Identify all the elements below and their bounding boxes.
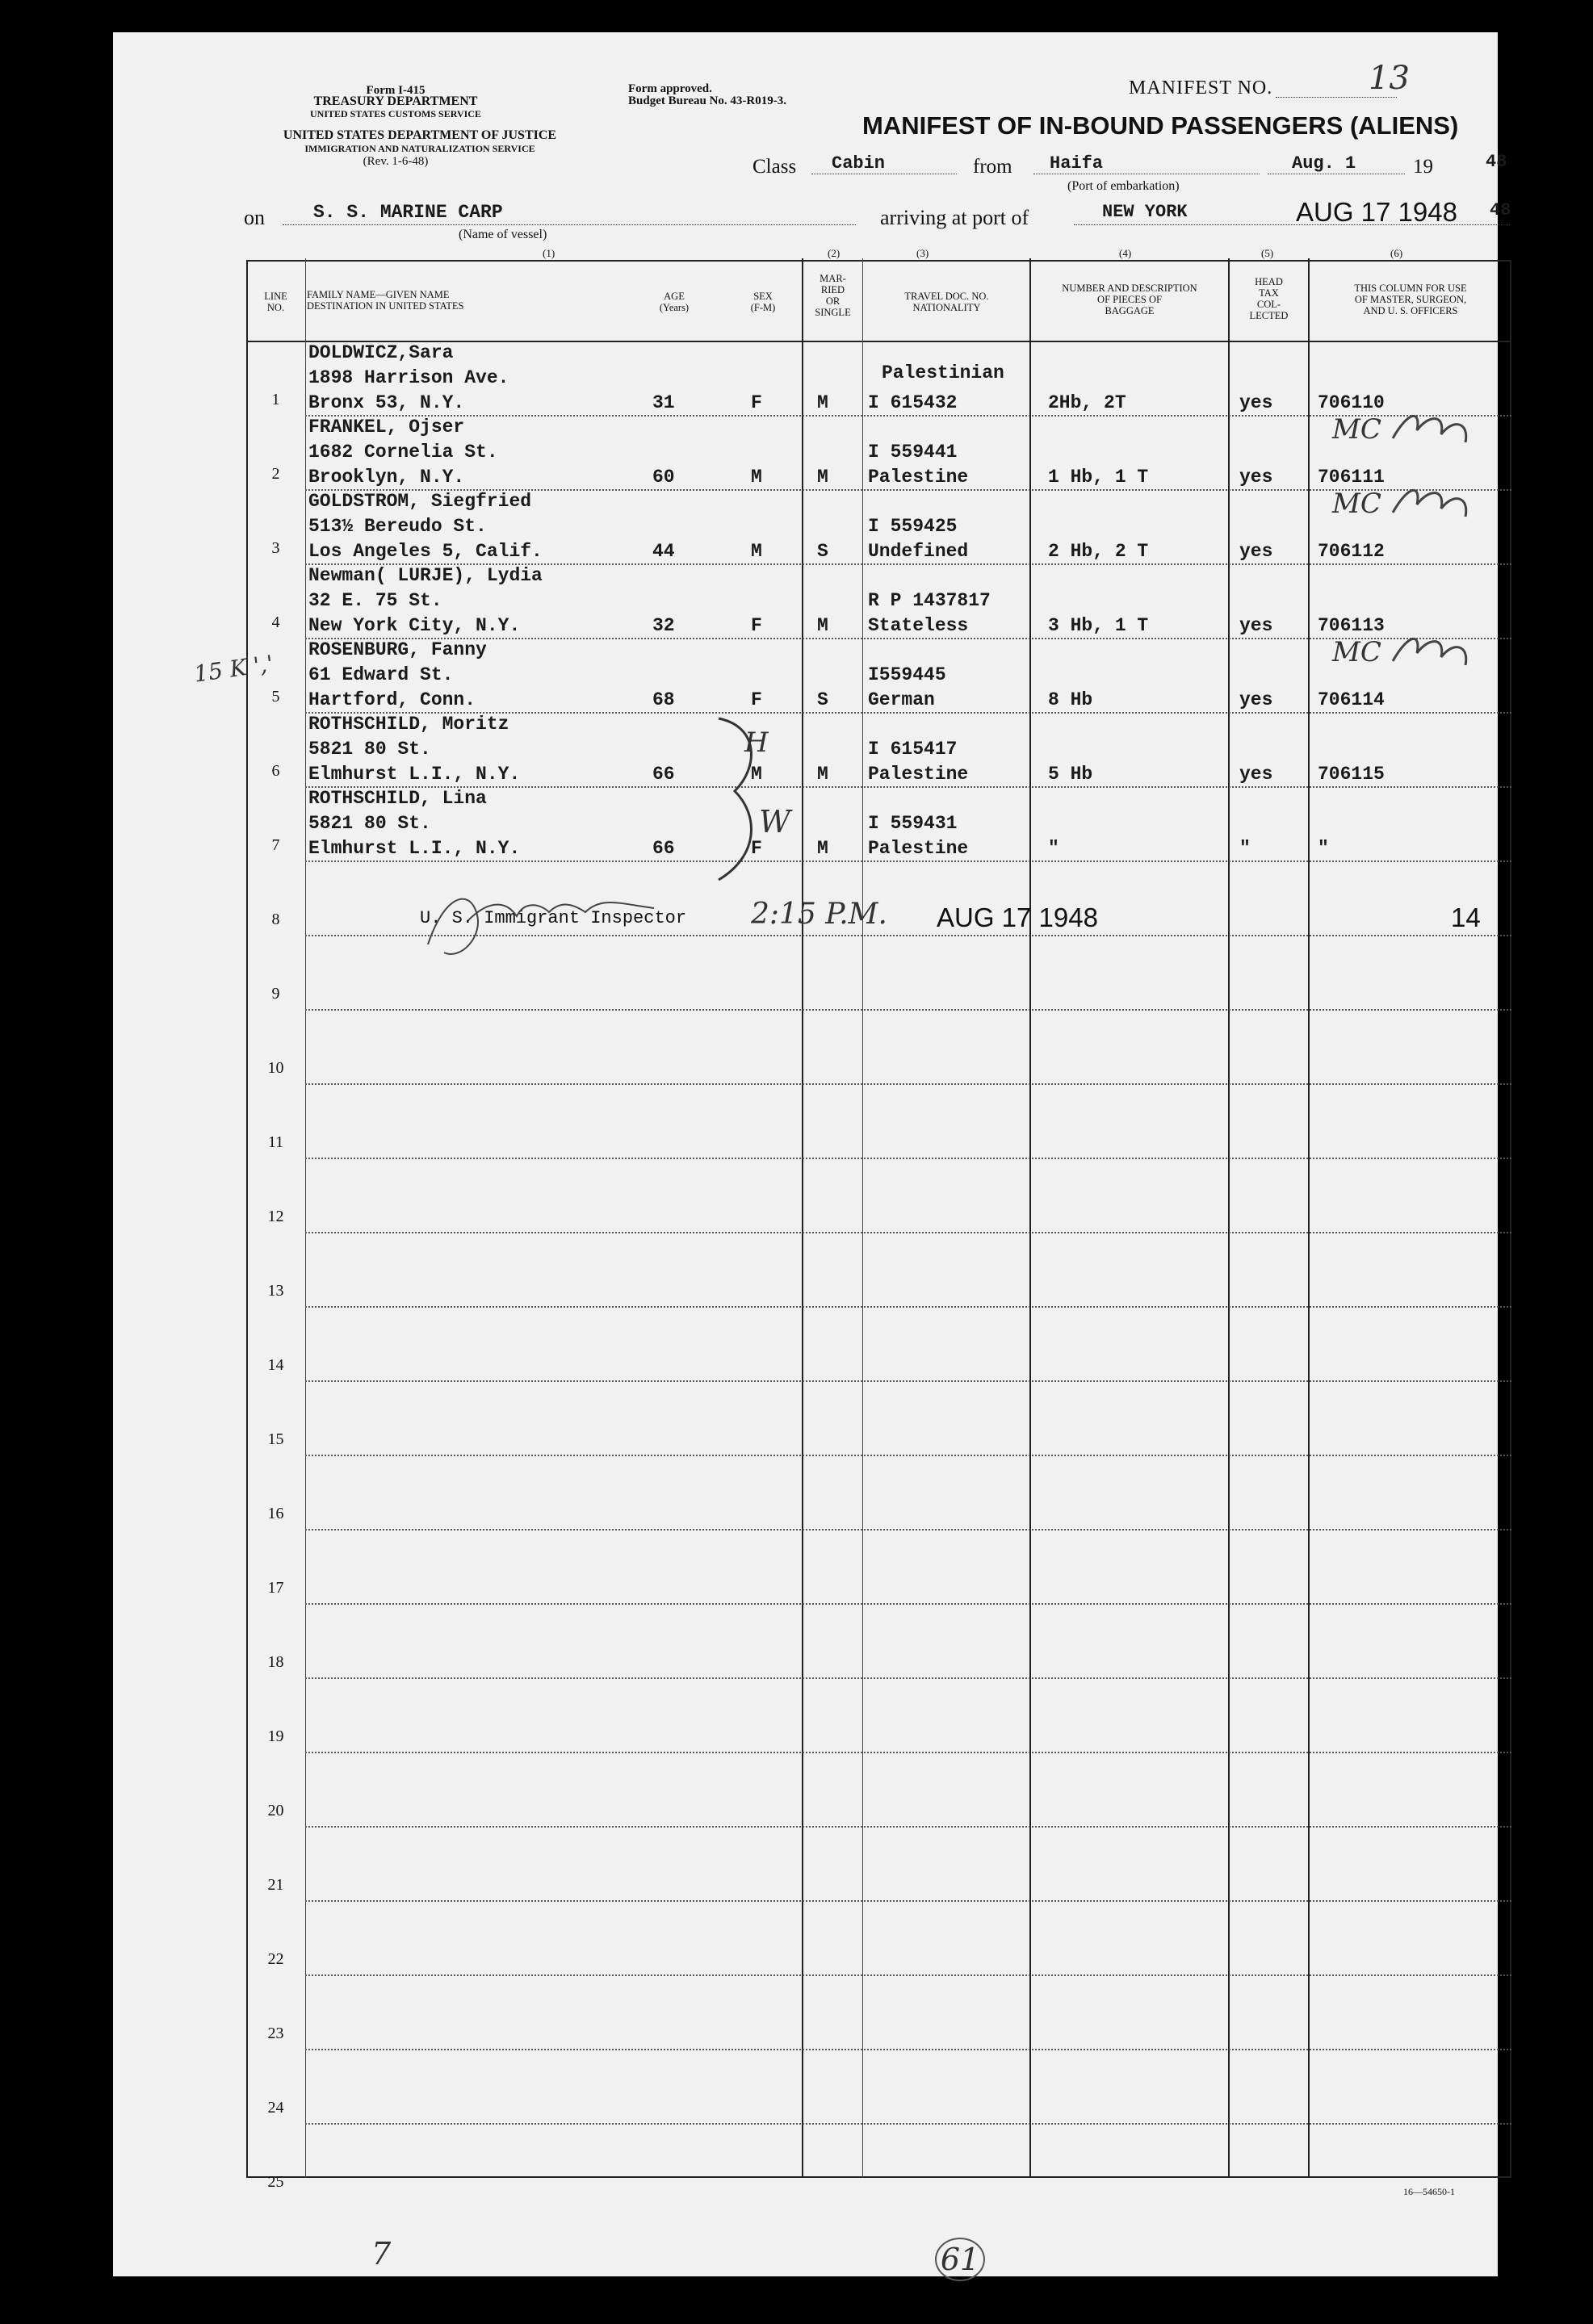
officer-note: MC	[1332, 488, 1381, 520]
line-number: 4	[271, 613, 280, 631]
arrival-stamp: AUG 17 1948	[1296, 197, 1457, 227]
arrival-year: 48	[1490, 200, 1511, 220]
revision: (Rev. 1-6-48)	[363, 155, 429, 168]
page-number: 61	[935, 2238, 985, 2281]
line-number: 9	[271, 985, 280, 1003]
row-line	[305, 1974, 1511, 1976]
passenger-nationality: Undefined	[868, 541, 969, 562]
class-value: Cabin	[832, 153, 886, 174]
passenger-name: GOLDSTROM, Siegfried	[308, 491, 532, 512]
year-prefix: 19	[1413, 156, 1433, 178]
col-divider	[802, 258, 803, 2178]
officer-number: 706113	[1318, 615, 1385, 636]
ins-service: IMMIGRATION AND NATURALIZATION SERVICE	[304, 143, 535, 154]
arrival-date: Aug. 1	[1292, 153, 1356, 174]
passenger-name: ROTHSCHILD, Lina	[308, 788, 487, 809]
passenger-travel-doc: I 559431	[868, 813, 958, 834]
manifest-label: MANIFEST NO.	[1129, 77, 1273, 98]
passenger-baggage: 8 Hb	[1048, 689, 1093, 710]
head-tax: "	[1239, 838, 1251, 859]
passenger-nationality: Palestine	[868, 764, 969, 785]
passenger-address: 5821 80 St.	[308, 739, 431, 760]
passenger-baggage: "	[1048, 838, 1059, 859]
passenger-city: Los Angeles 5, Calif.	[308, 541, 543, 562]
passenger-name: ROSENBURG, Fanny	[308, 639, 487, 660]
passenger-name: FRANKEL, Ojser	[308, 417, 465, 438]
passenger-sex: F	[751, 392, 762, 413]
col-num-3: (3)	[916, 247, 929, 259]
justice-dept: UNITED STATES DEPARTMENT OF JUSTICE	[283, 128, 557, 142]
passenger-travel-doc: I 559441	[868, 442, 958, 463]
passenger-marital: M	[817, 838, 828, 859]
col-num-4: (4)	[1119, 247, 1132, 259]
line-number: 11	[267, 1133, 284, 1151]
passenger-address: 513½ Bereudo St.	[308, 516, 487, 537]
col-married: MAR- RIED OR SINGLE	[815, 273, 851, 318]
passenger-address: 32 E. 75 St.	[308, 590, 442, 611]
passenger-age: 68	[652, 689, 675, 710]
row-line	[305, 2049, 1511, 2050]
passenger-age: 32	[652, 615, 675, 636]
passenger-city: New York City, N.Y.	[308, 615, 521, 636]
passenger-city: Elmhurst L.I., N.Y.	[308, 838, 521, 859]
passenger-nationality: German	[868, 689, 935, 710]
col-divider	[862, 258, 863, 2178]
officer-note: MC	[1332, 636, 1381, 668]
row-line	[305, 1232, 1511, 1233]
form-approved: Form approved.	[628, 82, 712, 95]
col-head-tax: HEAD TAX COL- LECTED	[1249, 276, 1289, 321]
row-line	[305, 1603, 1511, 1605]
passenger-age: 60	[652, 467, 675, 488]
port-embark-caption: (Port of embarkation)	[1067, 179, 1180, 193]
line-number: 5	[271, 688, 280, 706]
passenger-city: Brooklyn, N.Y.	[308, 467, 465, 488]
officer-number: 706111	[1318, 467, 1385, 488]
passenger-count: 14	[1451, 902, 1481, 932]
passenger-address: 5821 80 St.	[308, 813, 431, 834]
manifest-number: 13	[1369, 60, 1410, 97]
row-line	[305, 1455, 1511, 1456]
passenger-city: Hartford, Conn.	[308, 689, 476, 710]
col-num-5: (5)	[1261, 247, 1274, 259]
passenger-nationality: Palestine	[868, 838, 969, 859]
passenger-marital: M	[817, 764, 828, 785]
manifest-no-line	[1276, 97, 1397, 98]
line-number: 14	[267, 1356, 284, 1374]
inspector-label: U. S. Immigrant Inspector	[420, 908, 687, 928]
officer-initials-scribble	[1389, 629, 1478, 677]
officer-note: MC	[1332, 413, 1381, 446]
inspection-time: 2:15 P.M.	[751, 898, 887, 931]
passenger-nationality: Stateless	[868, 615, 969, 636]
passenger-travel-doc: I 615432	[868, 392, 958, 413]
footer-mark: 7	[371, 2236, 392, 2272]
col-num-6: (6)	[1390, 247, 1403, 259]
row-line	[305, 1009, 1511, 1011]
passenger-nationality: Palestinian	[882, 362, 1004, 383]
line-number: 6	[271, 762, 280, 780]
passenger-age: 44	[652, 541, 675, 562]
passenger-marital: M	[817, 615, 828, 636]
officer-number: "	[1318, 838, 1329, 859]
arriving-label: arriving at port of	[880, 206, 1029, 229]
year-value: 48	[1486, 152, 1507, 172]
col-age: AGE (Years)	[659, 291, 690, 313]
line-number: 22	[267, 1950, 284, 1968]
row-line	[305, 861, 1511, 862]
passenger-city: Elmhurst L.I., N.Y.	[308, 764, 521, 785]
budget-bureau: Budget Bureau No. 43-R019-3.	[628, 94, 786, 107]
row-line	[305, 1752, 1511, 1753]
row-line	[305, 1306, 1511, 1308]
head-tax: yes	[1239, 467, 1273, 488]
line-number: 24	[267, 2099, 284, 2117]
passenger-nationality: Palestine	[868, 467, 969, 488]
passenger-marital: S	[817, 541, 828, 562]
officer-initials-scribble	[1389, 480, 1478, 529]
passenger-marital: M	[817, 467, 828, 488]
officer-number: 706114	[1318, 689, 1385, 710]
line-number: 1	[271, 391, 280, 408]
row-line	[305, 415, 1511, 417]
col-divider	[1029, 258, 1031, 2178]
passenger-travel-doc: R P 1437817	[868, 590, 991, 611]
passenger-sex: F	[751, 615, 762, 636]
passenger-baggage: 2Hb, 2T	[1048, 392, 1126, 413]
line-number: 19	[267, 1727, 284, 1745]
passenger-baggage: 5 Hb	[1048, 764, 1093, 785]
line-number: 13	[267, 1282, 284, 1300]
line-number: 16	[267, 1505, 284, 1522]
passenger-travel-doc: I 615417	[868, 739, 958, 760]
passenger-sex: M	[751, 764, 762, 785]
line-number: 23	[267, 2025, 284, 2042]
passenger-sex: M	[751, 541, 762, 562]
passenger-baggage: 1 Hb, 1 T	[1048, 467, 1149, 488]
inspection-stamp: AUG 17 1948	[937, 902, 1098, 932]
line-number: 15	[267, 1430, 284, 1448]
col-name: FAMILY NAME—GIVEN NAME DESTINATION IN UNITED STATES	[307, 289, 464, 312]
passenger-address: 61 Edward St.	[308, 664, 454, 685]
col-divider	[1308, 258, 1310, 2178]
passenger-age: 31	[652, 392, 675, 413]
passenger-name: Newman( LURJE), Lydia	[308, 565, 543, 586]
passenger-address: 1682 Cornelia St.	[308, 442, 498, 463]
officer-number: 706112	[1318, 541, 1385, 562]
passenger-sex: F	[751, 689, 762, 710]
vessel-caption: (Name of vessel)	[459, 228, 547, 241]
row-line	[305, 1529, 1511, 1530]
col-baggage: NUMBER AND DESCRIPTION OF PIECES OF BAGGAGE	[1062, 283, 1197, 316]
row-line	[305, 1380, 1511, 1382]
line-number: 8	[271, 911, 280, 928]
line-number: 7	[271, 836, 280, 854]
line-number: 10	[267, 1059, 284, 1077]
inspector-signature	[412, 880, 678, 969]
margin-note: 15 K ','	[192, 650, 275, 688]
row-line	[305, 1900, 1511, 1902]
row-line	[305, 2123, 1511, 2125]
col-num-1: (1)	[543, 247, 555, 259]
head-tax: yes	[1239, 541, 1273, 562]
from-label: from	[973, 156, 1012, 178]
head-tax: yes	[1239, 615, 1273, 636]
passenger-marital: M	[817, 392, 828, 413]
passenger-age: 66	[652, 764, 675, 785]
passenger-name: DOLDWICZ,Sara	[308, 342, 454, 363]
on-label: on	[244, 206, 265, 229]
passenger-sex: M	[751, 467, 762, 488]
form-number: Form I-415	[366, 84, 425, 97]
col-sex: SEX (F-M)	[750, 291, 776, 313]
passenger-travel-doc: I559445	[868, 664, 946, 685]
class-label: Class	[752, 156, 797, 178]
officer-number: 706110	[1318, 392, 1385, 413]
row-line	[305, 1083, 1511, 1085]
officer-initials-scribble	[1389, 406, 1478, 454]
row-line	[305, 1677, 1511, 1679]
passenger-sex: F	[751, 838, 762, 859]
line-number: 3	[271, 539, 280, 557]
col-divider	[305, 258, 306, 2178]
manifest-title: MANIFEST OF IN-BOUND PASSENGERS (ALIENS)	[862, 111, 1459, 140]
line-number: 18	[267, 1653, 284, 1671]
line-number: 12	[267, 1208, 284, 1225]
bracket-w: W	[759, 804, 791, 840]
line-number: 21	[267, 1876, 284, 1894]
col-line-no: LINE NO.	[264, 291, 287, 313]
passenger-age: 66	[652, 838, 675, 859]
head-tax: yes	[1239, 689, 1273, 710]
bracket-h: H	[744, 727, 769, 759]
passenger-marital: S	[817, 689, 828, 710]
row-line	[305, 1158, 1511, 1159]
form-code: 16—54650-1	[1403, 2186, 1455, 2197]
port-value: NEW YORK	[1102, 202, 1188, 222]
officer-number: 706115	[1318, 764, 1385, 785]
line-number: 20	[267, 1802, 284, 1819]
vessel-name: S. S. MARINE CARP	[313, 202, 503, 223]
passenger-baggage: 2 Hb, 2 T	[1048, 541, 1149, 562]
line-number: 2	[271, 465, 280, 483]
col-officers: THIS COLUMN FOR USE OF MASTER, SURGEON, AND U. S. OFFICERS	[1354, 283, 1467, 316]
passenger-address: 1898 Harrison Ave.	[308, 367, 509, 388]
vessel-line	[283, 224, 856, 225]
col-divider	[1228, 258, 1230, 2178]
from-value: Haifa	[1050, 153, 1104, 174]
passenger-travel-doc: I 559425	[868, 516, 958, 537]
row-line	[305, 1826, 1511, 1828]
passenger-baggage: 3 Hb, 1 T	[1048, 615, 1149, 636]
head-tax: yes	[1239, 764, 1273, 785]
line-number: 25	[267, 2173, 284, 2191]
col-num-2: (2)	[828, 247, 841, 259]
customs-service: UNITED STATES CUSTOMS SERVICE	[310, 108, 481, 119]
col-travel-doc: TRAVEL DOC. NO. NATIONALITY	[904, 291, 989, 313]
treasury-dept: TREASURY DEPARTMENT	[313, 94, 478, 108]
passenger-city: Bronx 53, N.Y.	[308, 392, 465, 413]
passenger-name: ROTHSCHILD, Moritz	[308, 714, 509, 735]
line-number: 17	[267, 1579, 284, 1597]
head-tax: yes	[1239, 392, 1273, 413]
